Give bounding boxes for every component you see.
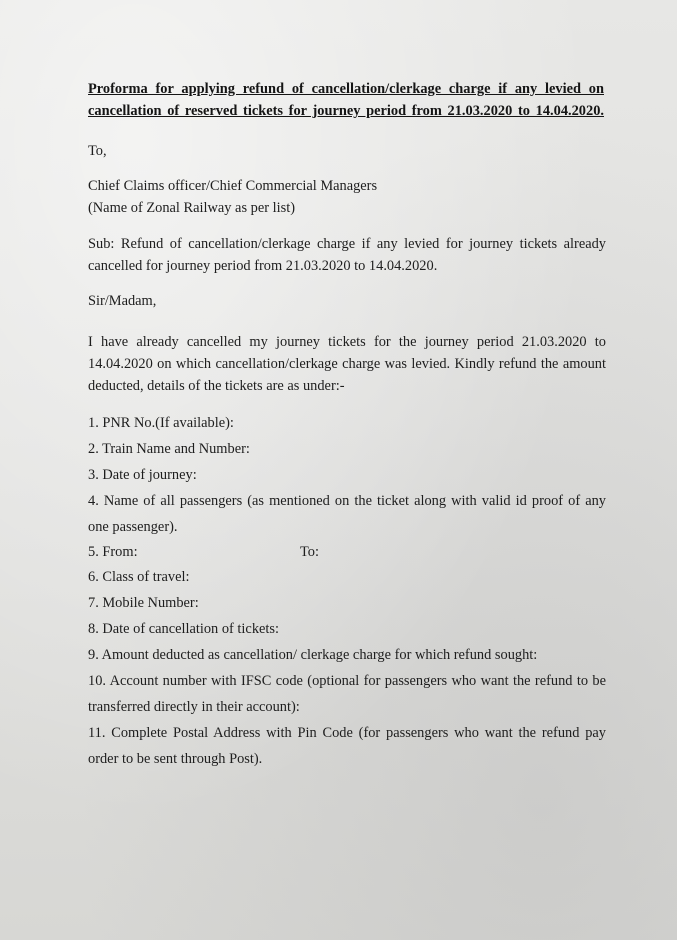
addressee-line-2: (Name of Zonal Railway as per list) bbox=[88, 200, 295, 216]
body-paragraph: I have already cancelled my journey tickets for the journey period 21.03.2020 to 14.04.2020 on which cancellation/clerkage charge was levied. Kindly refund the amount deducted, details of the tickets are as under:- bbox=[88, 334, 606, 394]
list-item-passengers: 4. Name of all passengers (as mentioned on the ticket along with valid id proof of any one passenger). bbox=[88, 493, 606, 535]
list-item-cancellation-date: 8. Date of cancellation of tickets: bbox=[88, 621, 279, 637]
list-item-account-number: 10. Account number with IFSC code (optional for passengers who want the refund to be transferred directly in their account): bbox=[88, 673, 606, 715]
list-item-pnr: 1. PNR No.(If available): bbox=[88, 415, 234, 431]
greeting: Sir/Madam, bbox=[88, 293, 157, 309]
list-item-mobile: 7. Mobile Number: bbox=[88, 595, 199, 611]
salutation-to: To, bbox=[88, 143, 107, 159]
subject-line: Sub: Refund of cancellation/clerkage charge if any levied for journey tickets already cancelled for journey period from 21.03.2020 to 14.04.2020. bbox=[88, 236, 606, 274]
addressee-line-1: Chief Claims officer/Chief Commercial Managers bbox=[88, 178, 378, 194]
list-item-postal-address: 11. Complete Postal Address with Pin Code (for passengers who want the refund pay order to be sent through Post). bbox=[88, 725, 606, 767]
list-item-date-of-journey: 3. Date of journey: bbox=[88, 467, 197, 483]
list-item-from: 5. From: bbox=[88, 544, 138, 560]
document-title: Proforma for applying refund of cancellation/clerkage charge if any levied on cancellation of reserved tickets for journey period from 21.03.2020 to 14.04.2020. bbox=[88, 81, 604, 119]
list-item-to: To: bbox=[300, 544, 319, 560]
list-item-class: 6. Class of travel: bbox=[88, 569, 190, 585]
list-item-amount-deducted: 9. Amount deducted as cancellation/ clerkage charge for which refund sought: bbox=[88, 647, 538, 663]
list-item-train: 2. Train Name and Number: bbox=[88, 441, 250, 457]
